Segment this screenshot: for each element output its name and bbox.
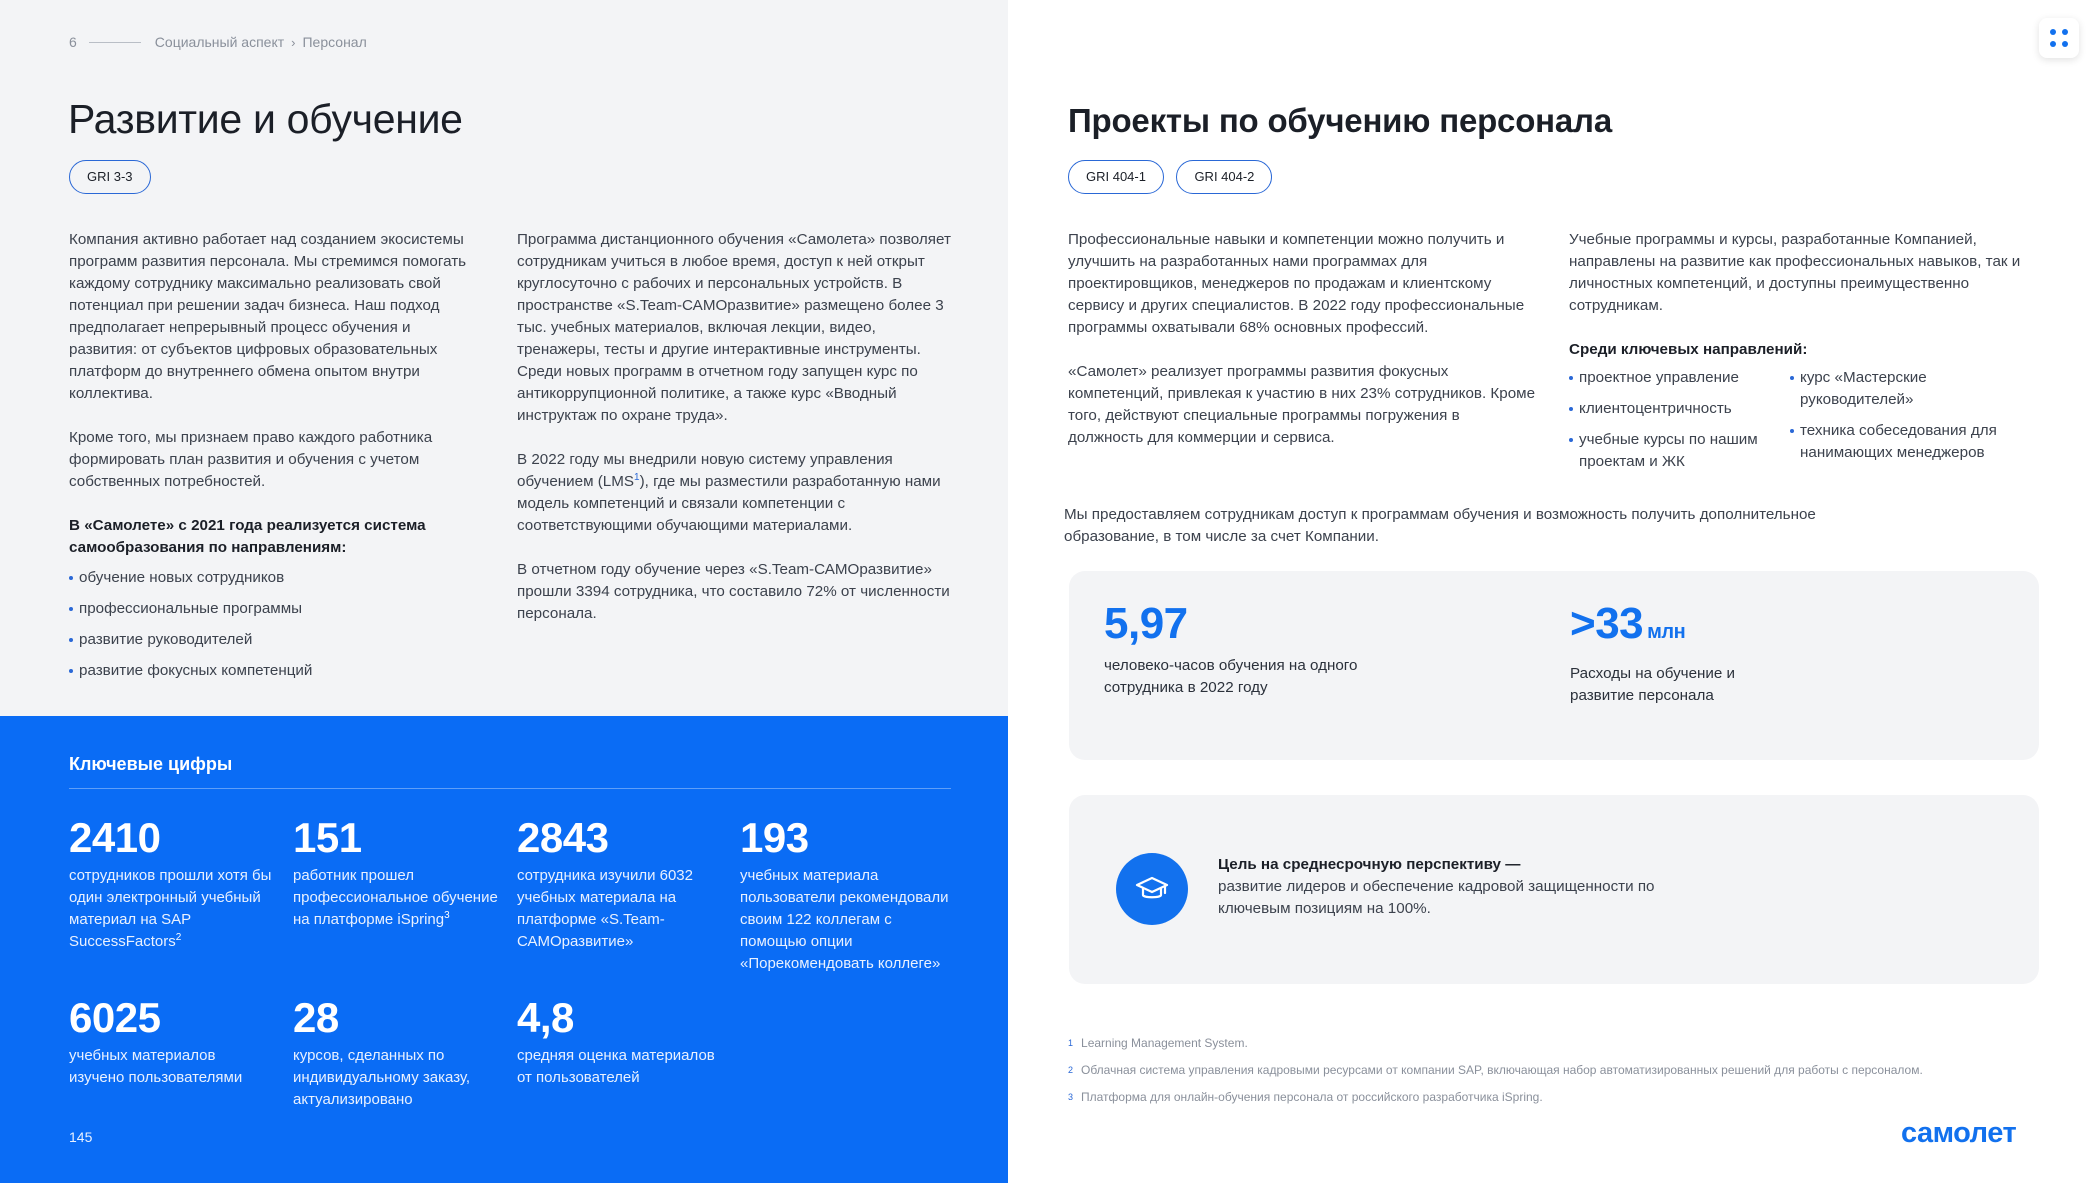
- list-item: курс «Мастерские руководителей»: [1790, 367, 2020, 411]
- bullet-columns: [1569, 367, 2044, 482]
- metric-value: 5,97: [1104, 599, 1188, 648]
- footnote-ref[interactable]: 1: [634, 471, 640, 483]
- list-item: техника собеседования для нанимающих менеджеров: [1790, 420, 2020, 464]
- text-column-1: [69, 229, 469, 691]
- footnote: $^3$ Платформа для онлайн-обучения персонала от российского разработчика iSpring.: [1068, 1090, 1543, 1104]
- list-item: профессиональные программы: [69, 598, 469, 620]
- gri-tags: [69, 160, 159, 194]
- key-figures-title: Ключевые цифры: [69, 754, 233, 774]
- list-item: развитие фокусных компетенций: [69, 660, 469, 682]
- stat-description: сотрудников прошли хотя бы один электронный учебный материал на SAP SuccessFactors$^2$: [69, 867, 272, 950]
- stat-item: [293, 995, 498, 1111]
- section-title: Проекты по обучению персонала: [1068, 102, 1612, 139]
- goal-title: Цель на среднесрочную перспективу —: [1218, 856, 1521, 873]
- stat-description: сотрудника изучили 6032 учебных материала на платформе «S.Team-САМОразвитие»: [517, 867, 693, 950]
- metric-value: >33 млн: [1570, 599, 1686, 648]
- paragraph: Профессиональные навыки и компетенции можно получить и улучшить на разработанных нами программах для проектировщиков, менеджеров по продажам и клиентскому сервису и других специалистов. В 2022 году профессиональные программы охватывали 68% основных профессий.: [1068, 231, 1525, 336]
- stat-item: [69, 995, 274, 1089]
- bullet-list: [69, 567, 469, 682]
- stat-number: 2843: [517, 814, 609, 861]
- stat-item: [69, 815, 274, 953]
- text-column-4: [1569, 229, 2044, 482]
- stat-description: учебных материала пользователи рекомендовали своим 122 коллегам с помощью опции «Порекомендовать коллеге»: [740, 867, 949, 972]
- paragraph: Кроме того, мы признаем право каждого работника формировать план развития и обучения с учетом собственных потребностей.: [69, 429, 433, 490]
- breadcrumb: [69, 34, 367, 50]
- paragraph: В 2022 году мы внедрили новую систему управления обучением (LMS$^1$), где мы разместили разработанную нами модель компетенций и связали компетенции с соответствующими обучающими материалами.: [517, 451, 941, 534]
- gri-tags: [1068, 160, 1280, 194]
- breadcrumb-divider: [89, 42, 141, 43]
- stat-item: [293, 815, 498, 931]
- breadcrumb-subsection-link[interactable]: Персонал: [302, 34, 367, 50]
- stat-number: 4,8: [517, 994, 574, 1041]
- goal-box: [1069, 795, 2039, 984]
- text-column-3: [1068, 229, 1538, 449]
- metric-caption: Расходы на обучение и развитие персонала: [1570, 665, 1736, 704]
- paragraph: Компания активно работает над созданием экосистемы программ развития персонала. Мы стремимся помогать каждому сотруднику максимально реализовать свой потенциал при решении задач бизнеса. Наш подход предполагает непрерывный процесс обучения и развития: от субъектов цифровых образовательных платформ до внутреннего обмена опытом внутри коллектива.: [69, 231, 467, 402]
- stat-item: [740, 815, 950, 975]
- stat-description: учебных материалов изучено пользователями: [69, 1047, 243, 1086]
- gri-tag: GRI 3-3: [69, 160, 151, 194]
- stat-description: работник прошел профессиональное обучение на платформе iSpring$^3$: [293, 867, 498, 928]
- text-column-2: [517, 229, 957, 625]
- stat-number: 28: [293, 994, 339, 1041]
- goal-text: [1218, 854, 1688, 920]
- metric-caption: человеко-часов обучения на одного сотрудника в 2022 году: [1104, 657, 1358, 696]
- samolet-logo[interactable]: самолет: [1901, 1117, 2017, 1149]
- paragraph: В отчетном году обучение через «S.Team-САМОразвитие» прошли 3394 сотрудника, что составило 72% от численности персонала.: [517, 561, 950, 622]
- list-heading: В «Самолете» с 2021 года реализуется система самообразования по направлениям:: [69, 517, 426, 556]
- stat-number: 151: [293, 814, 362, 861]
- stat-number: 6025: [69, 994, 161, 1041]
- list-item: клиентоцентричность: [1569, 398, 1772, 420]
- gri-tag: GRI 404-2: [1176, 160, 1272, 194]
- footnote: $^1$ Learning Management System.: [1068, 1036, 1248, 1050]
- footnotes: [1068, 1030, 1923, 1111]
- stat-number: 193: [740, 814, 809, 861]
- metric-expenses: [1570, 601, 1755, 707]
- page-number: 6: [69, 34, 77, 50]
- paragraph: Учебные программы и курсы, разработанные Компанией, направлены на развитие как профессиональных навыков, так и личностных компетенций, и доступны преимущественно сотрудникам.: [1569, 231, 2021, 314]
- access-paragraph: Мы предоставляем сотрудникам доступ к программам обучения и возможность получить дополнительное образование, в том числе за счет Компании.: [1064, 506, 1816, 545]
- bullet-list: [1790, 367, 2020, 482]
- paragraph: Программа дистанционного обучения «Самолета» позволяет сотрудникам учиться в любое время, доступ к ней открыт круглосуточно с рабочих и персональных устройств. В пространстве «S.Team-САМОразвитие» размещено более 3 тыс. учебных материалов, включая лекции, видео, тренажеры, тесты и другие интерактивные инструменты. Среди новых программ в отчетном году запущен курс по антикоррупционной политике, а также курс «Вводный инструктаж по охране труда».: [517, 231, 951, 424]
- stat-item: [517, 815, 722, 953]
- list-item: обучение новых сотрудников: [69, 567, 469, 589]
- page-title: Развитие и обучение: [68, 96, 463, 142]
- left-page: [0, 0, 1008, 1183]
- bullet-list: [1569, 367, 1772, 482]
- breadcrumb-section-link[interactable]: Социальный аспект: [154, 34, 285, 50]
- metric-hours: [1104, 601, 1404, 699]
- stat-description: курсов, сделанных по индивидуальному заказу, актуализировано: [293, 1047, 471, 1108]
- list-heading: Среди ключевых направлений:: [1569, 341, 1808, 358]
- stat-number: 2410: [69, 814, 161, 861]
- list-item: проектное управление: [1569, 367, 1772, 389]
- footnote: $^2$ Облачная система управления кадровыми ресурсами от компании SAP, включающая набор автоматизированных решений для работы с персоналом.: [1068, 1063, 1923, 1077]
- divider: [69, 788, 951, 789]
- menu-grid-icon[interactable]: [2039, 18, 2079, 58]
- metrics-box: [1069, 571, 2039, 760]
- page-footer-number: 145: [69, 1129, 93, 1145]
- key-figures-panel: [0, 716, 1008, 1183]
- graduation-cap-icon: [1116, 853, 1188, 925]
- goal-description: развитие лидеров и обеспечение кадровой защищенности по ключевым позициям на 100%.: [1218, 878, 1655, 917]
- list-item: развитие руководителей: [69, 629, 469, 651]
- gri-tag: GRI 404-1: [1068, 160, 1164, 194]
- paragraph: «Самолет» реализует программы развития фокусных компетенций, привлекая к участию в них 23% сотрудников. Кроме того, действуют специальные программы погружения в должность для коммерции и сервиса.: [1068, 363, 1536, 446]
- list-item: учебные курсы по нашим проектам и ЖК: [1569, 429, 1772, 473]
- right-page: [1008, 0, 2100, 1183]
- stat-description: средняя оценка материалов от пользователей: [517, 1047, 715, 1086]
- chevron-right-icon: ›: [291, 34, 296, 50]
- stat-item: [517, 995, 722, 1089]
